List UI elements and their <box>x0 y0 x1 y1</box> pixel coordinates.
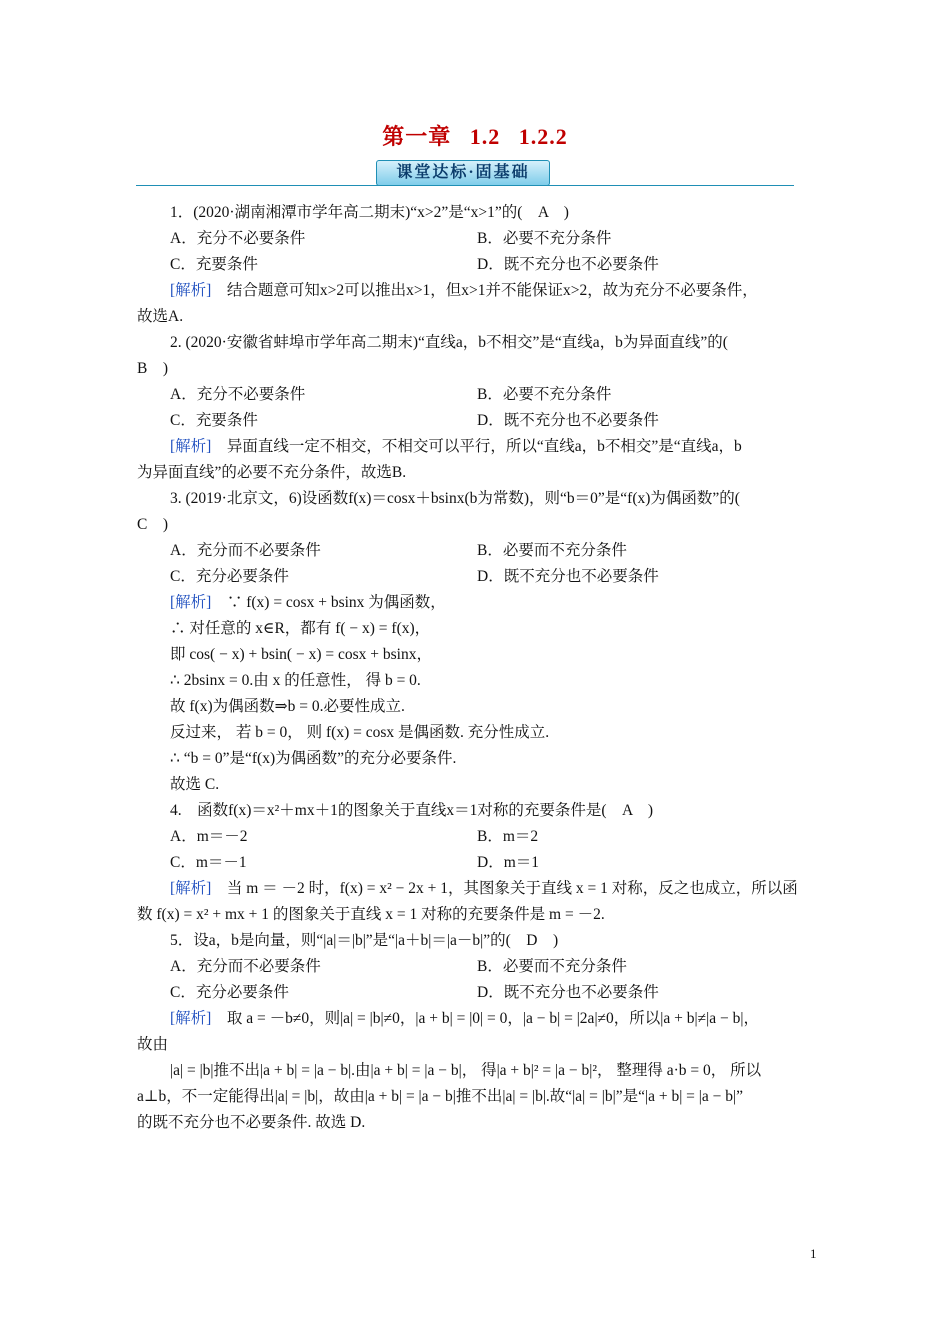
q4-stem: 4. 函数f(x)＝x²＋mx＋1的图象关于直线x＝1对称的充要条件是( A ) <box>170 802 653 819</box>
q3-options-row-2 <box>137 564 817 590</box>
q2-option-a: A．充分不必要条件 <box>170 386 306 403</box>
q4-option-a: A．m＝－2 <box>170 828 248 845</box>
q1-options-row-1 <box>137 226 817 252</box>
q5-analysis-line-2: 故由 <box>137 1036 169 1053</box>
q5-stem: 5．设a，b是向量，则“|a|＝|b|”是“|a＋b|＝|a－b|”的( D ) <box>170 932 559 949</box>
q2-analysis-line-2: 为异面直线”的必要不充分条件，故选B. <box>137 464 407 481</box>
q5-options-row-2 <box>137 980 817 1006</box>
q3-option-a: A．充分而不必要条件 <box>170 542 321 559</box>
q4-analysis-tag: [解析] <box>170 880 212 897</box>
q3-stem-line-2: C ) <box>137 516 169 533</box>
q3-analysis-line-6: 反过来， 若 b = 0， 则 f(x) = cosx 是偶函数. 充分性成立. <box>170 724 550 741</box>
q1-stem: 1．(2020·湖南湘潭市学年高二期末)“x>2”是“x>1”的( A ) <box>170 204 569 221</box>
q2-stem-line-1: 2. (2020·安徽省蚌埠市学年高二期末)“直线a，b不相交”是“直线a，b为异面直线”的( <box>170 334 728 351</box>
header-divider <box>136 185 794 186</box>
q2-option-d: D．既不充分也不必要条件 <box>477 412 659 429</box>
q2-analysis-line-1: [解析] 异面直线一定不相交，不相交可以平行，所以“直线a，b不相交”是“直线a，b <box>170 438 742 455</box>
q2-analysis-tag: [解析] <box>170 438 212 455</box>
q1-option-b: B．必要不充分条件 <box>477 230 612 247</box>
q5-analysis-line-5: 的既不充分也不必要条件. 故选 D. <box>137 1114 366 1131</box>
q1-analysis-line-2: 故选A. <box>137 308 184 325</box>
q5-option-a: A．充分而不必要条件 <box>170 958 321 975</box>
q2-option-b: B．必要不充分条件 <box>477 386 612 403</box>
q3-analysis-line-2: ∴ 对任意的 x∈R，都有 f( − x) = f(x)， <box>170 620 431 637</box>
q1-analysis-tag: [解析] <box>170 282 212 299</box>
q2-options-row-1 <box>137 382 817 408</box>
q5-analysis-line-3: |a| = |b|推不出|a + b| = |a − b|.由|a + b| = |a − b|， 得|a + b|² = |a − b|²， 整理得 a·b = 0， 所以 <box>170 1062 762 1079</box>
q3-option-c: C．充分必要条件 <box>170 568 289 585</box>
q1-analysis-line-1: [解析] 结合题意可知x>2可以推出x>1，但x>1并不能保证x>2，故为充分不必要条件， <box>170 282 758 299</box>
q5-analysis-line-4: a⊥b，不一定能得出|a| = |b|，故由|a + b| = |a − b|推不出|a| = |b|.故“|a| = |b|”是“|a + b| = |a − b|” <box>137 1088 743 1105</box>
q4-option-d: D．m＝1 <box>477 854 540 871</box>
q4-options-row-2 <box>137 850 817 876</box>
q1-options-row-2 <box>137 252 817 278</box>
q4-analysis-line-2: 数 f(x) = x² + mx + 1 的图象关于直线 x = 1 对称的充要条件是 m = －2. <box>137 906 605 923</box>
section-banner: 课堂达标·固基础 <box>376 160 550 186</box>
q3-analysis-line-8: 故选 C. <box>170 776 220 793</box>
q3-analysis-tag: [解析] <box>170 594 212 611</box>
q3-analysis-line-7: ∴ “b = 0”是“f(x)为偶函数”的充分必要条件. <box>170 750 457 767</box>
q2-option-c: C．充要条件 <box>170 412 258 429</box>
q1-option-a: A．充分不必要条件 <box>170 230 306 247</box>
subsection-label: 1.2.2 <box>518 124 568 149</box>
q2-options-row-2 <box>137 408 817 434</box>
q5-option-b: B．必要而不充分条件 <box>477 958 627 975</box>
q1-option-d: D．既不充分也不必要条件 <box>477 256 659 273</box>
page-number: 1 <box>810 1246 817 1261</box>
q3-option-b: B．必要而不充分条件 <box>477 542 627 559</box>
content <box>137 200 817 1136</box>
q1-option-c: C．充要条件 <box>170 256 258 273</box>
q3-stem-line-1: 3. (2019·北京文，6)设函数f(x)＝cosx＋bsinx(b为常数)，则“b＝0”是“f(x)为偶函数”的( <box>170 490 740 507</box>
q3-option-d: D．既不充分也不必要条件 <box>477 568 659 585</box>
q5-option-d: D．既不充分也不必要条件 <box>477 984 659 1001</box>
q4-options-row-1 <box>137 824 817 850</box>
q4-analysis-line-1: [解析] 当 m ＝ －2 时，f(x) = x² − 2x + 1，其图象关于直线 x = 1 对称，反之也成立，所以函 <box>170 880 798 897</box>
q3-analysis-line-4: ∴ 2bsinx = 0.由 x 的任意性， 得 b = 0. <box>170 672 421 689</box>
q4-option-c: C．m＝－1 <box>170 854 247 871</box>
q5-option-c: C．充分必要条件 <box>170 984 289 1001</box>
chapter-label: 第一章 <box>382 124 452 149</box>
q5-options-row-1 <box>137 954 817 980</box>
q3-analysis-line-1: [解析] ∵ f(x) = cosx + bsinx 为偶函数， <box>170 594 446 611</box>
q3-options-row-1 <box>137 538 817 564</box>
q4-option-b: B．m＝2 <box>477 828 539 845</box>
page-title <box>0 120 950 151</box>
q3-analysis-line-3: 即 cos( − x) + bsin( − x) = cosx + bsinx， <box>170 646 432 663</box>
q3-analysis-line-5: 故 f(x)为偶函数⇒b = 0.必要性成立. <box>170 698 405 715</box>
q2-stem-line-2: B ) <box>137 360 169 377</box>
q5-analysis-tag: [解析] <box>170 1010 212 1027</box>
section-label: 1.2 <box>469 124 501 149</box>
q5-analysis-line-1: [解析] 取 a = －b≠0，则|a| = |b|≠0，|a + b| = |0| = 0，|a − b| = |2a|≠0，所以|a + b|≠|a − b|， <box>170 1010 759 1027</box>
